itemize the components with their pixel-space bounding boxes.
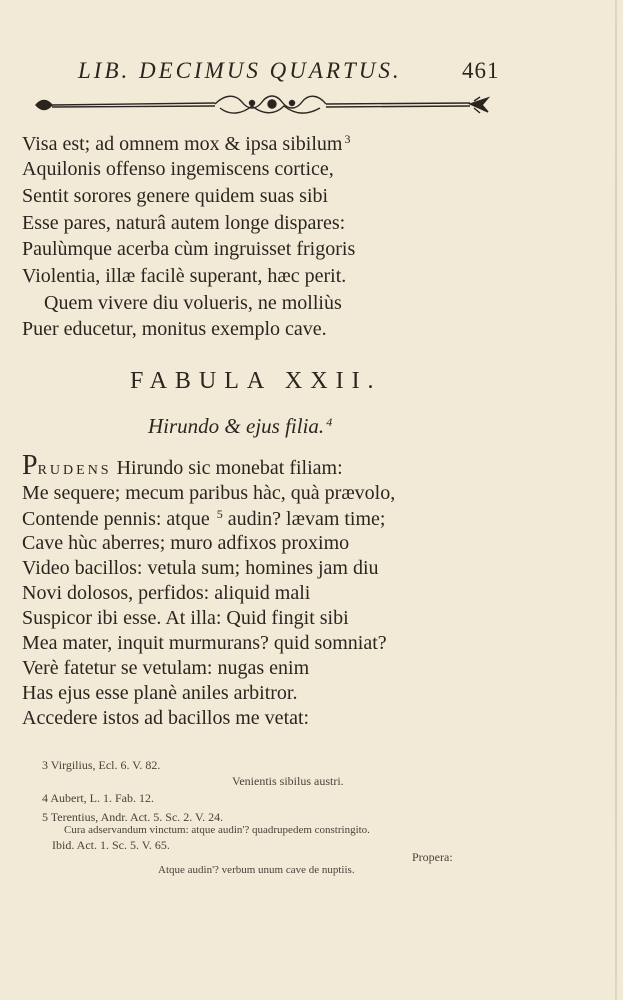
ornamental-rule <box>30 92 500 118</box>
running-title: LIB. DECIMUS QUARTUS. <box>78 58 402 83</box>
verse-line: Suspicor ibi esse. At illa: Quid fingit sibi <box>22 607 349 629</box>
footnote-4-reference: 4 Aubert, L. 1. Fab. 12. <box>42 791 154 805</box>
verse-line: Video bacillos: vetula sum; homines jam diu <box>22 557 379 579</box>
footnote-marker: 3 <box>344 132 351 146</box>
verse-line: Mea mater, inquit murmurans? quid somniat? <box>22 632 387 654</box>
verse-line: Novi dolosos, perfidos: aliquid mali <box>22 582 311 604</box>
verse-line: Paulùmque acerba cùm ingruisset frigoris <box>22 238 356 260</box>
verse-line: Contende pennis: atque $^5$ audin? lævam time; <box>22 507 386 530</box>
footnote-3-reference: 3 Virgilius, Ecl. 6. V. 82. <box>42 758 161 772</box>
verse-line: Cave hùc aberres; muro adfixos proximo <box>22 532 350 554</box>
verse-line: Aquilonis offenso ingemiscens cortice, <box>22 158 334 180</box>
footnote-3-quote: Venientis sibilus austri. <box>232 774 344 788</box>
verse-line: Verè fatetur se vetulam: nugas enim <box>22 657 310 679</box>
small-caps-word: RUDENS <box>37 463 112 478</box>
footnote-marker: 4 <box>326 415 333 429</box>
footnote-marker: 5 <box>216 507 223 521</box>
page-edge <box>615 0 617 1000</box>
footnote-5-quote-2: Atque audin'? verbum unum cave de nuptiis. <box>158 864 355 876</box>
footnote-5-quote: Cura adservandum vinctum: atque audin'? quadrupedem constringito. <box>64 824 370 836</box>
verse-line: Esse pares, naturâ autem longe dispares: <box>22 212 346 234</box>
verse-line-first: PRUDENS Hirundo sic monebat filiam: <box>22 450 343 481</box>
verse-line: Accedere istos ad bacillos me vetat: <box>22 707 310 729</box>
verse-line: Visa est; ad omnem mox & ipsa sibilum $^3$ <box>22 132 351 155</box>
drop-cap: P <box>22 450 38 481</box>
verse-line: Me sequere; mecum paribus hàc, quà prævolo, <box>22 482 396 504</box>
footnote-5-reference: 5 Terentius, Andr. Act. 5. Sc. 2. V. 24. <box>42 810 224 824</box>
page-number: 461 <box>462 58 500 83</box>
fable-subtitle: Hirundo & ejus filia. $^4$ <box>148 414 333 438</box>
footnote-5-ibid: Ibid. Act. 1. Sc. 5. V. 65. <box>52 838 170 852</box>
verse-line: Has ejus esse planè aniles arbitror. <box>22 682 298 704</box>
verse-line: Quem vivere diu volueris, ne molliùs <box>44 292 342 314</box>
footnote-5-propera: Propera: <box>412 850 453 864</box>
page-header <box>0 58 623 88</box>
verse-line: Puer educetur, monitus exemplo cave. <box>22 318 327 340</box>
verse-line: Sentit sorores genere quidem suas sibi <box>22 185 329 207</box>
verse-line: Violentia, illæ facilè superant, hæc perit. <box>22 265 347 287</box>
fable-title: FABULA XXII. <box>130 368 382 394</box>
